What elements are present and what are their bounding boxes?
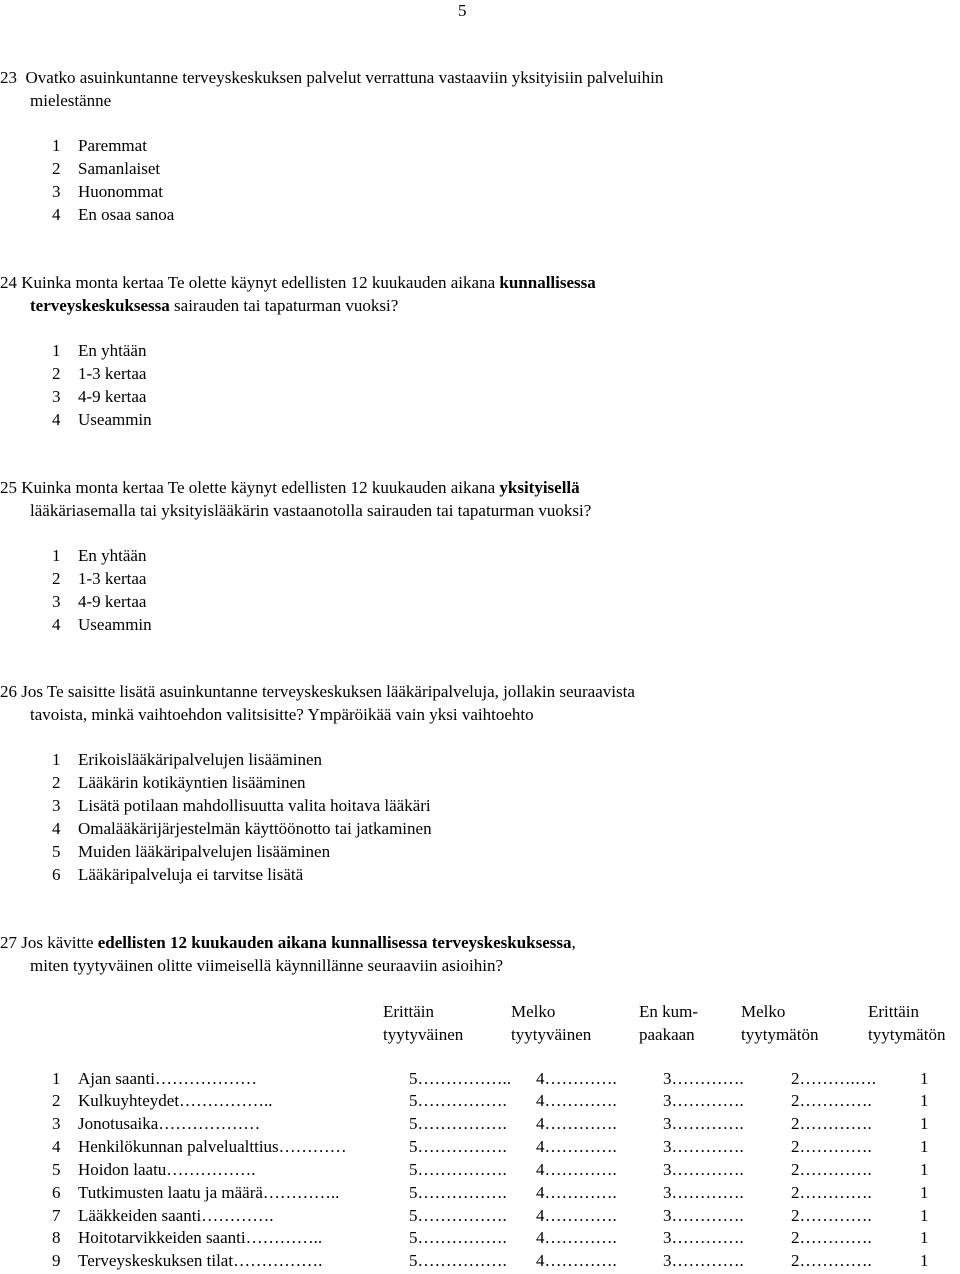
option-item[interactable]: 2 Lääkärin kotikäyntien lisääminen [52, 773, 306, 792]
rating-4[interactable]: 4…………. [536, 1251, 617, 1270]
question-text: 26 Jos Te saisitte lisätä asuinkuntanne terveyskeskuksen lääkäripalveluja, jollakin seuraavista [0, 682, 635, 701]
rating-4[interactable]: 4…………. [536, 1228, 617, 1247]
rating-2[interactable]: 2……….…. [791, 1069, 876, 1088]
scale-header: Melko tyytymätön [741, 1002, 819, 1044]
row-number: 8 [52, 1228, 61, 1247]
rating-3[interactable]: 3…………. [663, 1183, 744, 1202]
option-item[interactable]: 4 Omalääkärijärjestelmän käyttöönotto tai jatkaminen [52, 819, 432, 838]
rating-5[interactable]: 5……………. [409, 1114, 507, 1133]
rating-2[interactable]: 2…………. [791, 1183, 872, 1202]
row-label: Ajan saanti……………… [78, 1069, 257, 1088]
option-item[interactable]: 1 Paremmat [52, 136, 147, 155]
rating-2[interactable]: 2…………. [791, 1160, 872, 1179]
rating-2[interactable]: 2…………. [791, 1137, 872, 1156]
rating-5[interactable]: 5……………. [409, 1137, 507, 1156]
rating-5[interactable]: 5……………. [409, 1206, 507, 1225]
row-number: 4 [52, 1137, 61, 1156]
row-label: Jonotusaika……………… [78, 1114, 261, 1133]
rating-2[interactable]: 2…………. [791, 1228, 872, 1247]
rating-4[interactable]: 4…………. [536, 1137, 617, 1156]
rating-1[interactable]: 1 [920, 1091, 929, 1110]
option-item[interactable]: 3 4-9 kertaa [52, 387, 147, 406]
question-text: 24 Kuinka monta kertaa Te olette käynyt edellisten 12 kuukauden aikana kunnallisessa [0, 273, 596, 292]
rating-3[interactable]: 3…………. [663, 1114, 744, 1133]
option-item[interactable]: 2 1-3 kertaa [52, 364, 147, 383]
rating-4[interactable]: 4…………. [536, 1206, 617, 1225]
scale-header: Erittäin tyytyväinen [383, 1002, 464, 1044]
question-text-continued: tavoista, minkä vaihtoehdon valitsisitte? Ympäröikää vain yksi vaihtoehto [30, 705, 534, 724]
rating-3[interactable]: 3…………. [663, 1206, 744, 1225]
row-label: Kulkuyhteydet…………….. [78, 1091, 273, 1110]
option-item[interactable]: 3 4-9 kertaa [52, 592, 147, 611]
option-item[interactable]: 3 Lisätä potilaan mahdollisuutta valita hoitava lääkäri [52, 796, 431, 815]
question-number: 25 [0, 478, 17, 497]
rating-1[interactable]: 1 [920, 1183, 929, 1202]
rating-3[interactable]: 3…………. [663, 1160, 744, 1179]
option-item[interactable]: 4 En osaa sanoa [52, 205, 175, 224]
question-number: 27 [0, 933, 17, 952]
question-number: 24 [0, 273, 17, 292]
scale-header: Erittäin tyytymätön [868, 1002, 946, 1044]
rating-1[interactable]: 1 [920, 1137, 929, 1156]
rating-4[interactable]: 4…………. [536, 1069, 617, 1088]
scale-header: Melko tyytyväinen [511, 1002, 592, 1044]
option-item[interactable]: 3 Huonommat [52, 182, 163, 201]
question-text: 27 Jos kävitte edellisten 12 kuukauden aikana kunnallisessa terveyskeskuksessa, [0, 933, 576, 952]
rating-4[interactable]: 4…………. [536, 1160, 617, 1179]
question-text-continued: terveyskeskuksessa sairauden tai tapaturman vuoksi? [30, 296, 399, 315]
question-number: 26 [0, 682, 17, 701]
rating-5[interactable]: 5……………. [409, 1251, 507, 1270]
row-number: 2 [52, 1091, 61, 1110]
option-item[interactable]: 1 Erikoislääkäripalvelujen lisääminen [52, 750, 323, 769]
rating-2[interactable]: 2…………. [791, 1251, 872, 1270]
rating-5[interactable]: 5……………. [409, 1183, 507, 1202]
option-item[interactable]: 4 Useammin [52, 410, 152, 429]
question-text-continued: miten tyytyväinen olitte viimeisellä käynnillänne seuraaviin asioihin? [30, 956, 504, 975]
rating-2[interactable]: 2…………. [791, 1206, 872, 1225]
option-item[interactable]: 2 Samanlaiset [52, 159, 161, 178]
rating-3[interactable]: 3…………. [663, 1228, 744, 1247]
option-item[interactable]: 4 Useammin [52, 615, 152, 634]
option-item[interactable]: 5 Muiden lääkäripalvelujen lisääminen [52, 842, 331, 861]
rating-1[interactable]: 1 [920, 1251, 929, 1270]
rating-3[interactable]: 3…………. [663, 1069, 744, 1088]
question-text-continued: mielestänne [30, 91, 112, 110]
rating-1[interactable]: 1 [920, 1160, 929, 1179]
option-item[interactable]: 2 1-3 kertaa [52, 569, 147, 588]
rating-1[interactable]: 1 [920, 1228, 929, 1247]
option-item[interactable]: 1 En yhtään [52, 546, 147, 565]
question-number: 23 [0, 68, 17, 87]
row-number: 7 [52, 1206, 61, 1225]
option-item[interactable]: 6 Lääkäripalveluja ei tarvitse lisätä [52, 865, 304, 884]
option-item[interactable]: 1 En yhtään [52, 341, 147, 360]
row-label: Hoitotarvikkeiden saanti………….. [78, 1228, 323, 1247]
rating-3[interactable]: 3…………. [663, 1251, 744, 1270]
question-text: 25 Kuinka monta kertaa Te olette käynyt edellisten 12 kuukauden aikana yksityisellä [0, 478, 580, 497]
page-number: 5 [458, 1, 467, 20]
row-number: 1 [52, 1069, 61, 1088]
question-text: 23 Ovatko asuinkuntanne terveyskeskuksen palvelut verrattuna vastaaviin yksityisiin palveluihin [0, 68, 664, 87]
rating-5[interactable]: 5……………. [409, 1160, 507, 1179]
question-text-continued: lääkäriasemalla tai yksityislääkärin vastaanotolla sairauden tai tapaturman vuoksi? [30, 501, 592, 520]
rating-4[interactable]: 4…………. [536, 1114, 617, 1133]
rating-3[interactable]: 3…………. [663, 1137, 744, 1156]
rating-4[interactable]: 4…………. [536, 1183, 617, 1202]
rating-1[interactable]: 1 [920, 1069, 929, 1088]
row-label: Tutkimusten laatu ja määrä………….. [78, 1183, 340, 1202]
rating-5[interactable]: 5……………. [409, 1228, 507, 1247]
row-label: Terveyskeskuksen tilat……………. [78, 1251, 323, 1270]
row-label: Hoidon laatu……………. [78, 1160, 256, 1179]
row-number: 6 [52, 1183, 61, 1202]
row-number: 3 [52, 1114, 61, 1133]
rating-5[interactable]: 5……………. [409, 1091, 507, 1110]
rating-1[interactable]: 1 [920, 1114, 929, 1133]
rating-2[interactable]: 2…………. [791, 1114, 872, 1133]
row-number: 9 [52, 1251, 61, 1270]
scale-header: En kum- paakaan [639, 1002, 699, 1044]
rating-5[interactable]: 5…………….. [409, 1069, 511, 1088]
row-label: Lääkkeiden saanti…………. [78, 1206, 274, 1225]
rating-1[interactable]: 1 [920, 1206, 929, 1225]
row-label: Henkilökunnan palvelualttius………… [78, 1137, 347, 1156]
rating-3[interactable]: 3…………. [663, 1091, 744, 1110]
rating-2[interactable]: 2…………. [791, 1091, 872, 1110]
row-number: 5 [52, 1160, 61, 1179]
rating-4[interactable]: 4…………. [536, 1091, 617, 1110]
